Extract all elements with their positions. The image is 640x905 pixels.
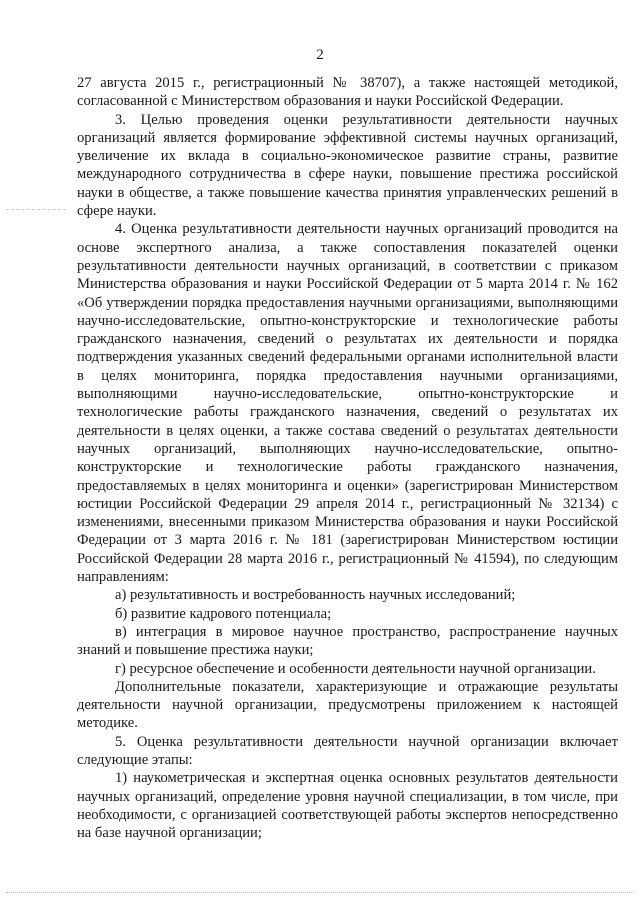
paragraph-additional-indicators: Дополнительные показатели, характеризующие и отражающие результаты деятельности научной организации, предусмотрены приложением к настоящей методике. <box>77 678 618 732</box>
scan-bottom-edge <box>6 892 634 893</box>
page-number: 2 <box>316 47 324 63</box>
scan-artifact-line <box>6 209 66 210</box>
paragraph-item-5: 5. Оценка результативности деятельности научной организации включает следующие этапы: <box>77 733 618 768</box>
list-item-a: а) результативность и востребованность научных исследований; <box>115 587 516 604</box>
paragraph-item-4: 4. Оценка результативности деятельности научных организаций проводится на основе экспертного анализа, а также сопоставления показателей оценки результативности деятельности научных организаций, в соответствии с приказом Министерства образования и науки Российской Федерации от 5 марта 2014 г. № 162 «Об утверждении порядка предоставления научными организациями, выполняющими научно-исследовательские, опытно-конструкторские и технологические работы гражданского назначения, сведений о результатах их деятельности и порядка подтверждения указанных сведений федеральными органами исполнительной власти в целях мониторинга, порядка предоставления научными организациями, выполняющими научно-исследовательские, опытно-конструкторские и технологические работы гражданского назначения, сведений о результатах их деятельности в целях оценки, а также состава сведений о результатах деятельности научных организаций, выполняющих научно-исследовательские, опытно-конструкторские и технологические работы гражданского назначения, предоставляемых в целях мониторинга и оценки» (зарегистрирован Министерством юстиции Российской Федерации 29 апреля 2014 г., регистрационный № 32134) с изменениями, внесенными приказом Министерства образования и науки Российской Федерации от 3 марта 2016 г. № 181 (зарегистрирован Министерством юстиции Российской Федерации 28 марта 2016 г., регистрационный № 41594), по следующим направлениям: <box>77 221 618 586</box>
paragraph-continuation: 27 августа 2015 г., регистрационный № 38707), а также настоящей методикой, согласованной с Министерством образования и науки Российской Федерации. <box>77 75 618 110</box>
paragraph-item-3: 3. Целью проведения оценки результативности деятельности научных организаций является формирование эффективной системы научных организаций, увеличение их вклада в социально-экономическое развитие страны, развитие международного сотрудничества в сфере науки, повышение престижа российской науки в обществе, а также повышение качества принятия управленческих решений в сфере науки. <box>77 111 618 220</box>
list-item-b: б) развитие кадрового потенциала; <box>115 605 332 622</box>
stage-item-1: 1) наукометрическая и экспертная оценка основных результатов деятельности научных организаций, определение уровня научной специализации, в том числе, при необходимости, с организацией соответствующей работы экспертов непосредственно на базе научной организации; <box>77 770 618 842</box>
list-item-c: в) интеграция в мировое научное пространство, распространение научных знаний и повышение престижа науки; <box>77 623 618 659</box>
document-body <box>77 74 618 842</box>
list-item-d: г) ресурсное обеспечение и особенности деятельности научной организации. <box>115 660 596 677</box>
